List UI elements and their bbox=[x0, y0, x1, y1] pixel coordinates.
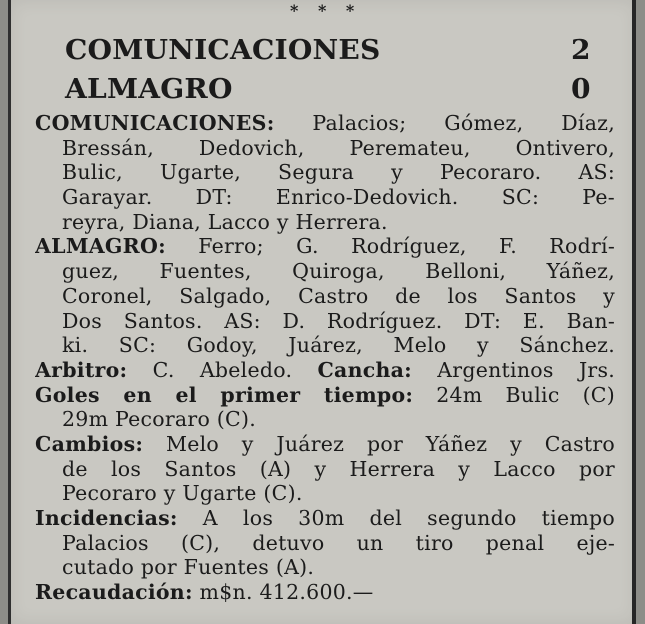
venue-label: Cancha: bbox=[317, 357, 412, 382]
comunicaciones-lineup-line-3: Bulic, Ugarte, Segura y Pecoraro. AS: bbox=[62, 160, 615, 185]
section-ornament: * * * bbox=[290, 1, 362, 20]
almagro-lineup-line-2: guez, Fuentes, Quiroga, Belloni, Yáñez, bbox=[62, 259, 615, 284]
incidents-label: Incidencias: bbox=[35, 506, 178, 530]
comunicaciones-lineup-line-4: Garayar. DT: Enrico-Dedovich. SC: Pe- bbox=[62, 185, 615, 210]
comunicaciones-lineup-line-2: Bressán, Dedovich, Peremateu, Ontivero, bbox=[62, 135, 615, 160]
gate-receipts-value: m$n. 412.600.— bbox=[192, 580, 374, 605]
almagro-lineup-line-1 bbox=[35, 234, 615, 259]
substitutions-text-1: Melo y Juárez por Yáñez y Castro bbox=[143, 431, 615, 456]
match-report bbox=[35, 111, 615, 605]
venue-value: Argentinos Jrs. bbox=[411, 357, 615, 382]
right-column-rule bbox=[632, 0, 636, 624]
almagro-lineup-text-1: Ferro; G. Rodríguez, F. Rodrí- bbox=[165, 234, 615, 259]
first-half-goals-label: Goles en el primer tiempo: bbox=[35, 382, 414, 407]
team-score-almagro: 0 bbox=[570, 74, 591, 105]
gate-receipts-label: Recaudación: bbox=[35, 580, 193, 605]
referee-value: C. Abeledo. bbox=[127, 357, 318, 382]
almagro-lineup-line-3: Coronel, Salgado, Castro de los Santos y bbox=[62, 283, 615, 308]
referee-label: Arbitro: bbox=[35, 357, 128, 382]
almagro-lineup-line-5: ki. SC: Godoy, Juárez, Melo y Sánchez. bbox=[62, 333, 615, 358]
incidents-text-1: A los 30m del segundo tiempo bbox=[177, 506, 615, 530]
comunicaciones-lineup-line-1 bbox=[35, 111, 615, 136]
incidents-line-3: cutado por Fuentes (A). bbox=[62, 555, 315, 580]
substitutions-line-1 bbox=[35, 432, 615, 457]
first-half-goals-line-1 bbox=[35, 383, 615, 408]
comunicaciones-lineup-text-1: Palacios; Gómez, Díaz, bbox=[274, 111, 615, 135]
incidents-line-1 bbox=[35, 506, 615, 531]
referee-and-venue-line bbox=[35, 358, 615, 383]
left-column-rule bbox=[8, 0, 11, 624]
comunicaciones-lineup-label: COMUNICACIONES: bbox=[35, 111, 275, 135]
team-name-almagro: ALMAGRO bbox=[65, 74, 233, 105]
score-line-almagro bbox=[65, 75, 595, 105]
substitutions-line-3: Pecoraro y Ugarte (C). bbox=[62, 481, 303, 506]
almagro-lineup-line-4: Dos Santos. AS: D. Rodríguez. DT: E. Ban- bbox=[62, 308, 615, 333]
gate-receipts-line bbox=[35, 580, 615, 605]
score-line-comunicaciones bbox=[65, 36, 595, 66]
incidents-line-2: Palacios (C), detuvo un tiro penal eje- bbox=[62, 530, 615, 555]
almagro-lineup-label: ALMAGRO: bbox=[35, 234, 166, 259]
substitutions-line-2: de los Santos (A) y Herrera y Lacco por bbox=[62, 456, 615, 481]
substitutions-label: Cambios: bbox=[35, 431, 144, 456]
first-half-goals-text-1: 24m Bulic (C) bbox=[413, 382, 615, 407]
first-half-goals-line-2: 29m Pecoraro (C). bbox=[62, 407, 256, 432]
team-name-comunicaciones: COMUNICACIONES bbox=[65, 35, 381, 66]
team-score-comunicaciones: 2 bbox=[570, 35, 591, 66]
comunicaciones-lineup-line-5: reyra, Diana, Lacco y Herrera. bbox=[62, 209, 388, 234]
